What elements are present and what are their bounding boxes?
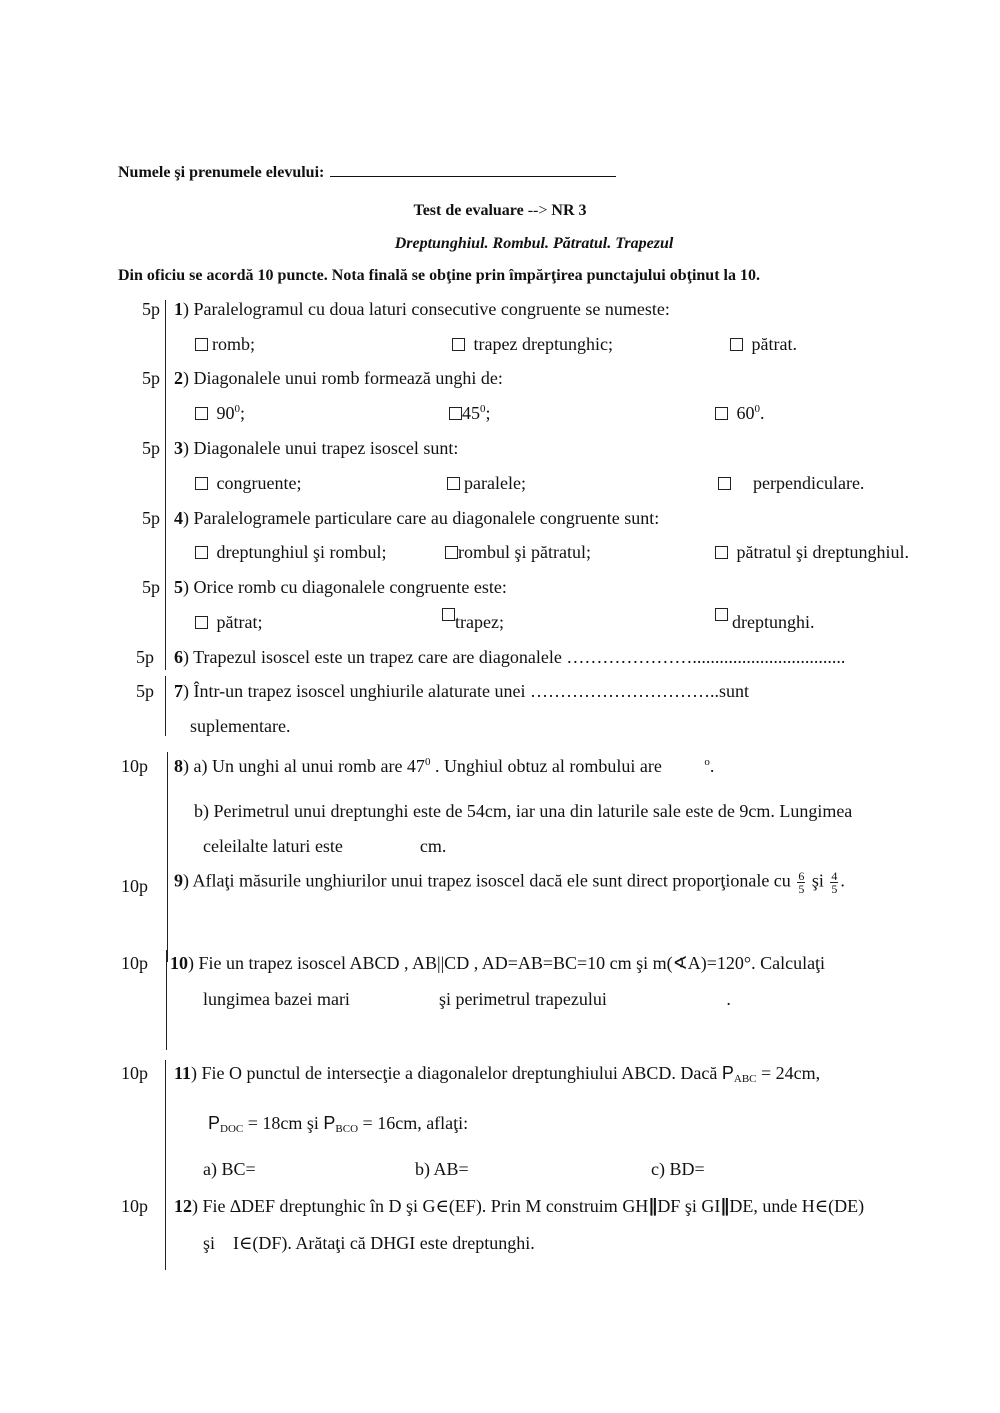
q6-text[interactable]: 6) Trapezul isoscel este un trapez care are diagonalele …………………..................................: [174, 647, 846, 667]
q8-score: 10p: [121, 756, 148, 776]
q11-score: 10p: [121, 1063, 148, 1083]
q8b-text-line2: celeilalte laturi este cm.: [203, 836, 447, 856]
q2-text: 2) Diagonalele unui romb formează unghi de:: [174, 368, 503, 388]
q11-answer-a[interactable]: a) BC=: [203, 1159, 256, 1179]
checkbox[interactable]: [715, 546, 728, 559]
q4-option-2[interactable]: rombul şi pătratul;: [445, 542, 591, 563]
q7-text[interactable]: 7) Într-un trapez isoscel unghiurile alaturate unei …………………………..sunt: [174, 681, 750, 701]
q1-option-2[interactable]: trapez dreptunghic;: [452, 334, 613, 355]
margin-line: [165, 300, 166, 670]
student-name-field[interactable]: [118, 162, 616, 182]
checkbox[interactable]: [445, 546, 458, 559]
test-title: Test de evaluare --> NR 3: [413, 202, 587, 219]
checkbox[interactable]: [442, 608, 455, 621]
q3-option-1[interactable]: congruente;: [195, 473, 301, 494]
checkbox[interactable]: [452, 338, 465, 351]
q3-score: 5p: [142, 438, 160, 458]
q10-text-line2: lungimea bazei mari şi perimetrul trapezului .: [203, 989, 731, 1009]
q4-score: 5p: [142, 508, 160, 528]
q1-text: 1) Paralelogramul cu doua laturi consecutive congruente se numeste:: [174, 299, 670, 319]
test-subtitle: Dreptunghiul. Rombul. Pătratul. Trapezul: [394, 235, 674, 252]
q3-option-3[interactable]: perpendiculare.: [718, 473, 864, 494]
q7-score: 5p: [136, 681, 154, 701]
checkbox[interactable]: [715, 608, 728, 621]
student-name-blank[interactable]: [330, 162, 616, 177]
q2-option-3[interactable]: $60^0$.: [715, 403, 765, 424]
q7-text-line2: suplementare.: [190, 716, 291, 736]
q11-text-line2: $P_{DOC} = 18cm$ şi $P_{BCO} = 16cm$, aflaţi:: [208, 1113, 469, 1135]
q8b-text: b) Perimetrul unui dreptunghi este de 54cm, iar una din laturile sale este de 9cm. Lungimea: [194, 801, 853, 821]
q5-option-2[interactable]: trapez;: [442, 608, 504, 629]
q2-option-1[interactable]: $90^0$;: [195, 403, 245, 424]
q2-score: 5p: [142, 368, 160, 388]
checkbox[interactable]: [195, 616, 208, 629]
q1-option-1[interactable]: romb;: [195, 334, 255, 355]
q5-option-1[interactable]: pătrat;: [195, 612, 262, 633]
checkbox[interactable]: [195, 477, 208, 490]
checkbox[interactable]: [730, 338, 743, 351]
student-name-label: Numele şi prenumele elevului:: [118, 164, 325, 181]
q9-text: 9) Aflaţi măsurile unghiurilor unui trapez isoscel dacă ele sunt direct proporţionale cu $\frac{6}{5}$ şi $\frac{4}{5}$ .: [174, 869, 845, 896]
q1-option-3[interactable]: pătrat.: [730, 334, 797, 355]
checkbox[interactable]: [195, 338, 208, 351]
q3-text: 3) Diagonalele unui trapez isoscel sunt:: [174, 438, 459, 458]
q9-score: 10p: [121, 876, 148, 896]
fraction-4-5: $\frac{4}{5}$: [831, 869, 838, 896]
q4-option-3[interactable]: pătratul şi dreptunghiul.: [715, 542, 909, 563]
checkbox[interactable]: [718, 477, 731, 490]
checkbox[interactable]: [449, 407, 462, 420]
margin-line: [167, 752, 168, 962]
q8a-text: 8) a) Un unghi al unui romb are $47^0$ . Unghiul obtuz al rombului are $^o$.: [174, 756, 715, 776]
q5-score: 5p: [142, 577, 160, 597]
q2-option-2[interactable]: $45^0$;: [449, 403, 491, 424]
q11-text: 11) Fie O punctul de intersecţie a diagonalelor dreptunghiului ABCD. Dacă $P_{ABC} = 24cm$,: [174, 1063, 821, 1085]
checkbox[interactable]: [715, 407, 728, 420]
q5-option-3[interactable]: dreptunghi.: [715, 608, 815, 629]
margin-line: [165, 676, 166, 736]
fraction-6-5: $\frac{6}{5}$: [798, 869, 805, 896]
q4-text: 4) Paralelogramele particulare care au diagonalele congruente sunt:: [174, 508, 660, 528]
q12-text-line2: şi I∈(DF). Arătaţi că DHGI este dreptunghi.: [203, 1233, 535, 1253]
q11-answer-c[interactable]: c) BD=: [651, 1159, 705, 1179]
q3-option-2[interactable]: paralele;: [447, 473, 526, 494]
q12-text: 12) Fie ∆DEF dreptunghic în D şi G∈(EF). Prin M construim GH∥DF şi GI∥DE, unde H∈(DE): [174, 1196, 865, 1216]
q6-score: 5p: [136, 647, 154, 667]
q10-text: 10) Fie un trapez isoscel ABCD , AB||CD , AD=AB=BC=10 cm şi m(∢A)=120°. Calculaţi: [170, 953, 826, 973]
checkbox[interactable]: [195, 546, 208, 559]
q11-answer-b[interactable]: b) AB=: [415, 1159, 469, 1179]
q5-text: 5) Orice romb cu diagonalele congruente este:: [174, 577, 507, 597]
margin-line: [166, 950, 167, 1050]
margin-line: [165, 1060, 166, 1270]
q4-option-1[interactable]: dreptunghiul şi rombul;: [195, 542, 387, 563]
instructions: Din oficiu se acordă 10 puncte. Nota finală se obţine prin împărţirea punctajului obţinut la 10.: [118, 267, 760, 284]
checkbox[interactable]: [447, 477, 460, 490]
q12-score: 10p: [121, 1196, 148, 1216]
checkbox[interactable]: [195, 407, 208, 420]
q10-score: 10p: [121, 953, 148, 973]
q1-score: 5p: [142, 299, 160, 319]
